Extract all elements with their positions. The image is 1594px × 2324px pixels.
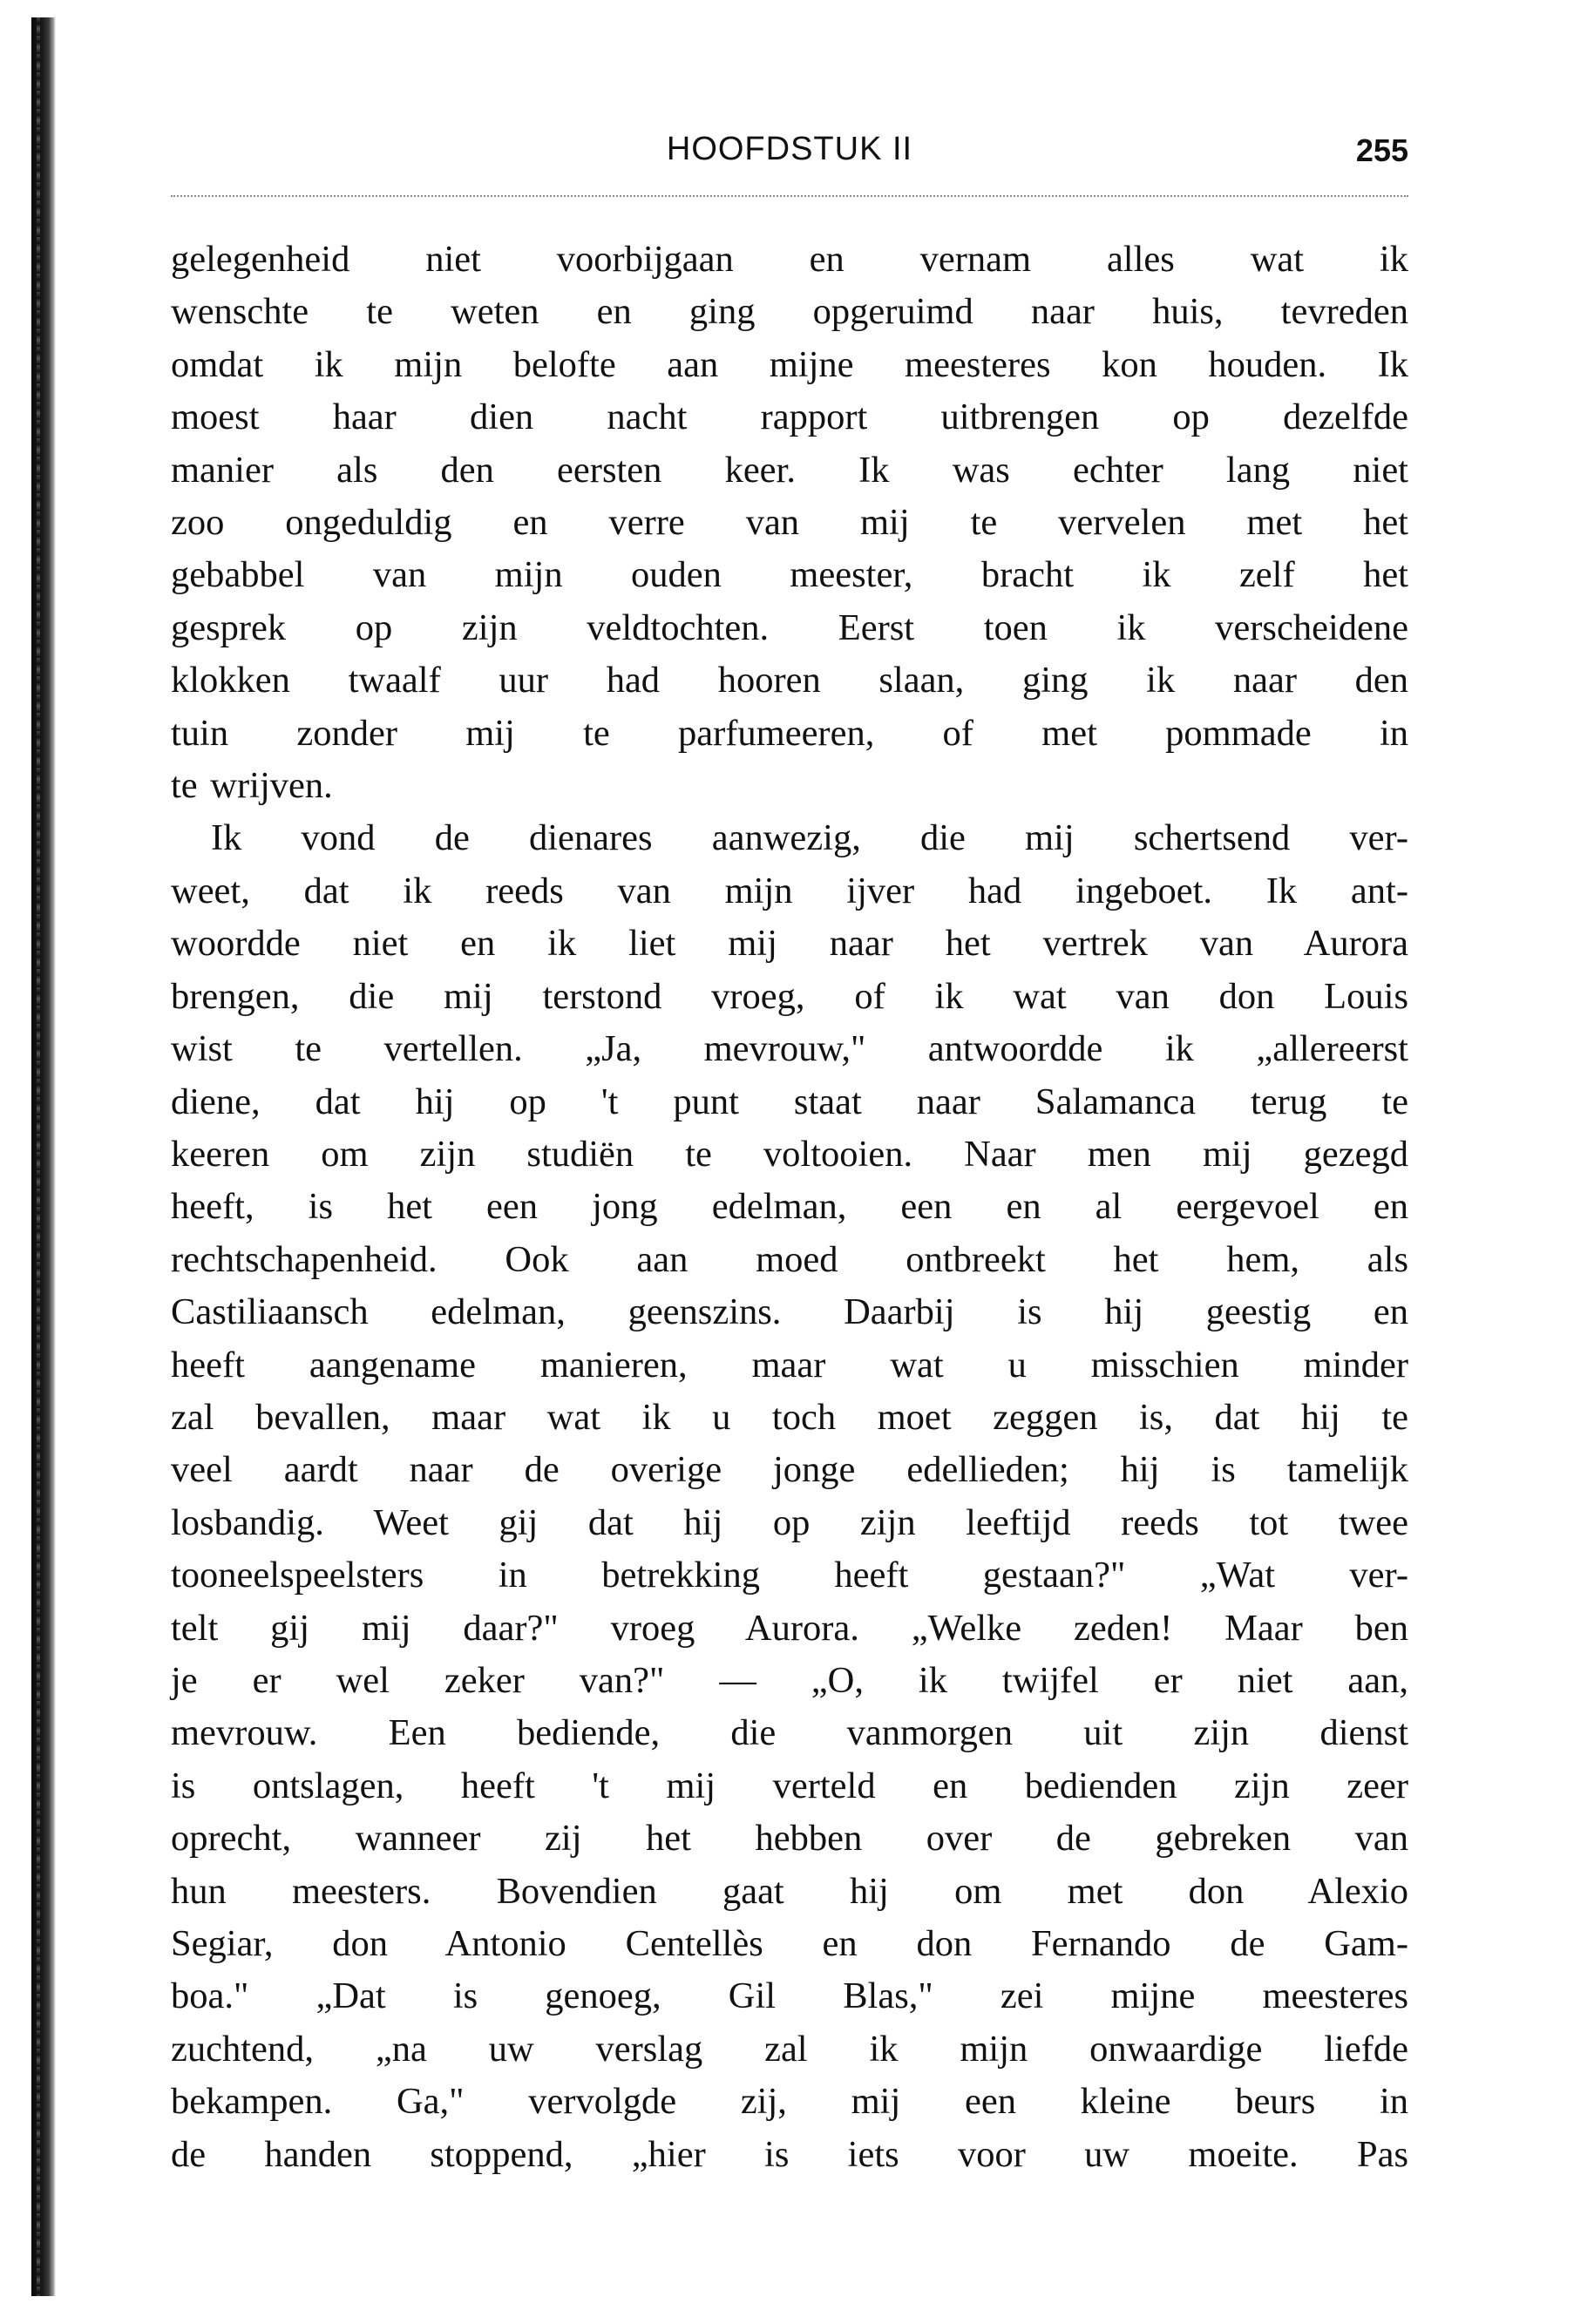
text-line: zuchtend, „na uw verslag zal ik mijn onwaardige liefde <box>171 2028 1408 2070</box>
text-line: losbandig. Weet gij dat hij op zijn leeftijd reeds tot twee <box>171 1501 1408 1543</box>
text-line: wenschte te weten en ging opgeruimd naar huis, tevreden <box>171 291 1408 333</box>
body-text <box>171 234 1408 2181</box>
text-line: bekampen. Ga," vervolgde zij, mij een kleine beurs in <box>171 2081 1408 2123</box>
text-line: oprecht, wanneer zij het hebben over de gebreken van <box>171 1818 1408 1860</box>
text-line: boa." „Dat is genoeg, Gil Blas," zei mijne meesteres <box>171 1975 1408 2017</box>
text-line: keeren om zijn studiën te voltooien. Naar men mij gezegd <box>171 1133 1408 1175</box>
text-line: diene, dat hij op 't punt staat naar Salamanca terug te <box>171 1081 1408 1122</box>
page-number: 255 <box>1355 132 1408 168</box>
text-line: brengen, die mij terstond vroeg, of ik wat van don Louis <box>171 975 1408 1017</box>
text-line: moest haar dien nacht rapport uitbrengen op dezelfde <box>171 396 1408 438</box>
book-page <box>171 131 1408 2175</box>
text-line: klokken twaalf uur had hooren slaan, ging ik naar den <box>171 660 1408 701</box>
text-line: woordde niet en ik liet mij naar het vertrek van Aurora <box>171 923 1408 965</box>
text-line: gesprek op zijn veldtochten. Eerst toen ik verscheidene <box>171 606 1408 648</box>
text-line: te wrijven. <box>171 765 333 807</box>
text-line: is ontslagen, heeft 't mij verteld en bedienden zijn zeer <box>171 1765 1408 1806</box>
text-line: mevrouw. Een bediende, die vanmorgen uit zijn dienst <box>171 1712 1408 1754</box>
text-line: zoo ongeduldig en verre van mij te vervelen met het <box>171 502 1408 544</box>
chapter-title: HOOFDSTUK II <box>666 131 913 167</box>
text-line: de handen stoppend, „hier is iets voor uw moeite. Pas <box>171 2133 1408 2175</box>
running-header <box>171 131 1408 186</box>
text-line: tuin zonder mij te parfumeeren, of met pommade in <box>171 712 1408 754</box>
text-line: omdat ik mijn belofte aan mijne meesteres kon houden. Ik <box>171 343 1408 385</box>
text-line: heeft aangename manieren, maar wat u misschien minder <box>171 1344 1408 1386</box>
text-line: heeft, is het een jong edelman, een en al eergevoel en <box>171 1186 1408 1228</box>
text-line: tooneelspeelsters in betrekking heeft gestaan?" „Wat ver- <box>171 1555 1408 1596</box>
text-line: veel aardt naar de overige jonge edellieden; hij is tamelijk <box>171 1449 1408 1491</box>
text-line: Castiliaansch edelman, geenszins. Daarbij is hij geestig en <box>171 1291 1408 1333</box>
book-binding-edge <box>31 17 56 2296</box>
text-line: weet, dat ik reeds van mijn ijver had ingeboet. Ik ant- <box>171 870 1408 911</box>
text-line: zal bevallen, maar wat ik u toch moet zeggen is, dat hij te <box>171 1396 1408 1438</box>
header-rule <box>171 195 1408 197</box>
text-line: gebabbel van mijn ouden meester, bracht ik zelf het <box>171 554 1408 596</box>
text-line: manier als den eersten keer. Ik was echter lang niet <box>171 449 1408 491</box>
text-line: hun meesters. Bovendien gaat hij om met don Alexio <box>171 1870 1408 1912</box>
text-line: Ik vond de dienares aanwezig, die mij schertsend ver- <box>211 817 1408 859</box>
text-line: telt gij mij daar?" vroeg Aurora. „Welke zeden! Maar ben <box>171 1607 1408 1649</box>
text-line: wist te vertellen. „Ja, mevrouw," antwoordde ik „allereerst <box>171 1028 1408 1070</box>
text-line: je er wel zeker van?" — „O, ik twijfel er niet aan, <box>171 1659 1408 1701</box>
text-line: rechtschapenheid. Ook aan moed ontbreekt het hem, als <box>171 1238 1408 1280</box>
text-line: gelegenheid niet voorbijgaan en vernam alles wat ik <box>171 239 1408 280</box>
text-line: Segiar, don Antonio Centellès en don Fernando de Gam- <box>171 1923 1408 1964</box>
